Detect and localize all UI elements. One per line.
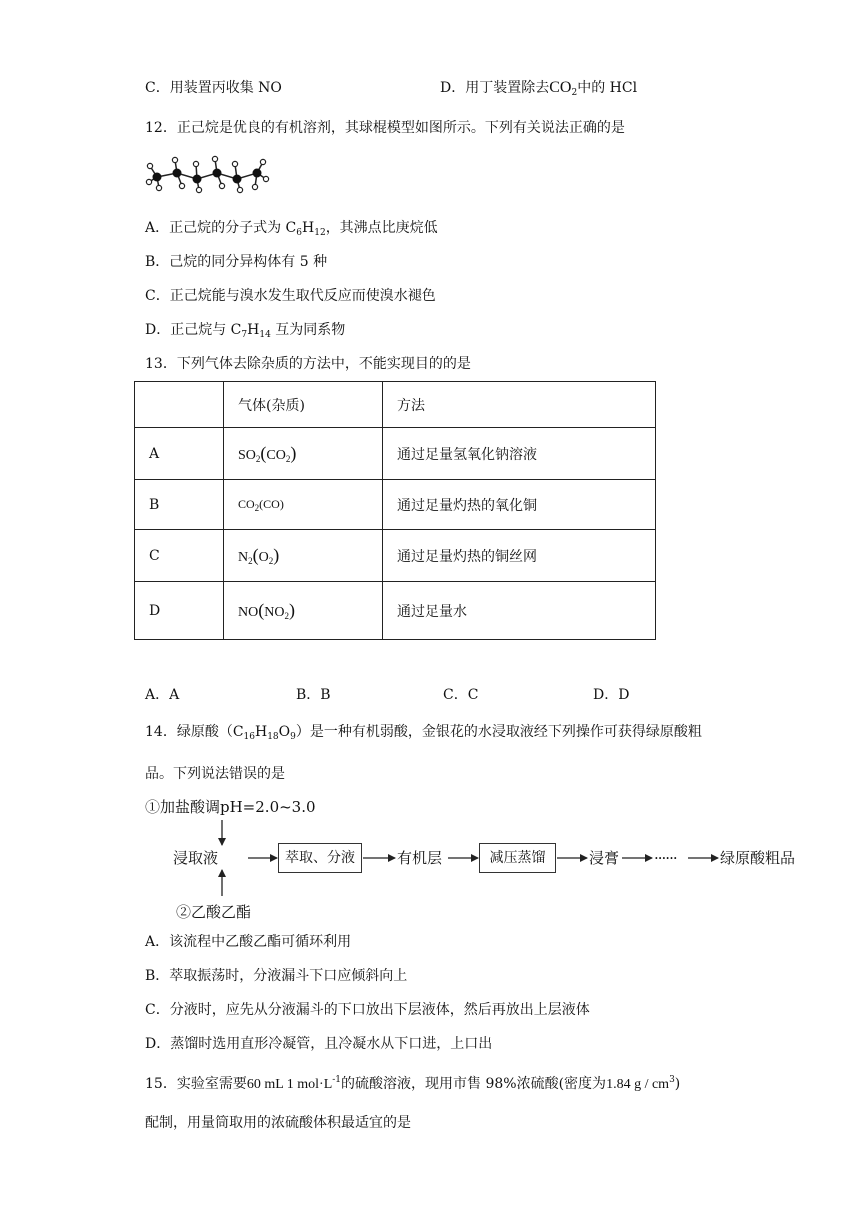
gas-formula: $NO(NO_2)$: [224, 582, 383, 640]
q14-option-a[interactable]: A．该流程中乙酸乙酯可循环利用: [145, 934, 352, 950]
flow-start: 浸取液: [173, 849, 219, 867]
row-label: C: [135, 530, 224, 582]
q13-option-a[interactable]: A．A: [145, 687, 180, 703]
q13-option-d[interactable]: D．D: [593, 687, 630, 703]
flow-step2-label: ②乙酸乙酯: [176, 903, 252, 921]
q14-stem-line2: 品。下列说法错误的是: [145, 766, 285, 782]
gas-formula: $CO_2(CO)$: [224, 480, 383, 530]
q14-option-c[interactable]: C．分液时，应先从分液漏斗的下口放出下层液体，然后再放出上层液体: [145, 1002, 590, 1018]
q12-option-a[interactable]: A．正己烷的分子式为 $C_6H_{12}$，其沸点比庚烷低: [145, 220, 438, 238]
q11-option-c[interactable]: C．用装置丙收集 NO: [145, 80, 282, 96]
q12-stem: 12．正己烷是优良的有机溶剂，其球棍模型如图所示。下列有关说法正确的是: [145, 120, 625, 136]
q12-option-d[interactable]: D．正己烷与 $C_7H_{14}$ 互为同系物: [145, 322, 346, 340]
q15-stem-line2: 配制，用量筒取用的浓硫酸体积最适宜的是: [145, 1115, 411, 1131]
method-cell: 通过足量灼热的铜丝网: [383, 530, 656, 582]
row-label: A: [135, 428, 224, 480]
flow-box-extraction: 萃取、分液: [278, 843, 362, 873]
flow-end-product: 绿原酸粗品: [720, 849, 796, 867]
flow-box-distillation: 减压蒸馏: [479, 843, 556, 873]
q13-option-b[interactable]: B．B: [296, 687, 331, 703]
gas-formula: $SO_2(CO_2)$: [224, 428, 383, 480]
q14-option-b[interactable]: B．萃取振荡时，分液漏斗下口应倾斜向上: [145, 968, 408, 984]
flow-organic-layer: 有机层: [397, 849, 443, 867]
method-cell: 通过足量水: [383, 582, 656, 640]
header-cell: 气体(杂质): [224, 382, 383, 428]
gas-formula: $N_2(O_2)$: [224, 530, 383, 582]
flow-dots: ······: [654, 849, 677, 867]
flow-step1-label: ①加盐酸调pH=2.0~3.0: [145, 798, 316, 816]
row-label: B: [135, 480, 224, 530]
q14-option-d[interactable]: D．蒸馏时选用直形冷凝管，且冷凝水从下口进，上口出: [145, 1036, 493, 1052]
method-cell: 通过足量灼热的氧化铜: [383, 480, 656, 530]
method-cell: 通过足量氢氧化钠溶液: [383, 428, 656, 480]
q11-option-d[interactable]: D．用丁装置除去$CO_2$中的 HCl: [440, 79, 638, 98]
q13-stem: 13．下列气体去除杂质的方法中，不能实现目的的是: [145, 356, 471, 372]
header-cell: 方法: [383, 382, 656, 428]
row-label: D: [135, 582, 224, 640]
flow-extract: 浸膏: [589, 849, 620, 867]
q15-stem: 15．实验室需要60 mL 1 $mol\cdot L^{-1}$的硫酸溶液，现用市售 98%浓硫酸(密度为1.84 g / $cm^3$): [145, 1075, 681, 1092]
q12-option-c[interactable]: C．正己烷能与溴水发生取代反应而使溴水褪色: [145, 288, 436, 304]
q14-stem: 14．绿原酸$(C_{16}H_{18}O_9)$是一种有机弱酸，金银花的水浸取液经下列操作可获得绿原酸粗: [145, 724, 702, 742]
q12-option-b[interactable]: B．己烷的同分异构体有 5 种: [145, 254, 328, 270]
q13-option-c[interactable]: C．C: [443, 687, 479, 703]
